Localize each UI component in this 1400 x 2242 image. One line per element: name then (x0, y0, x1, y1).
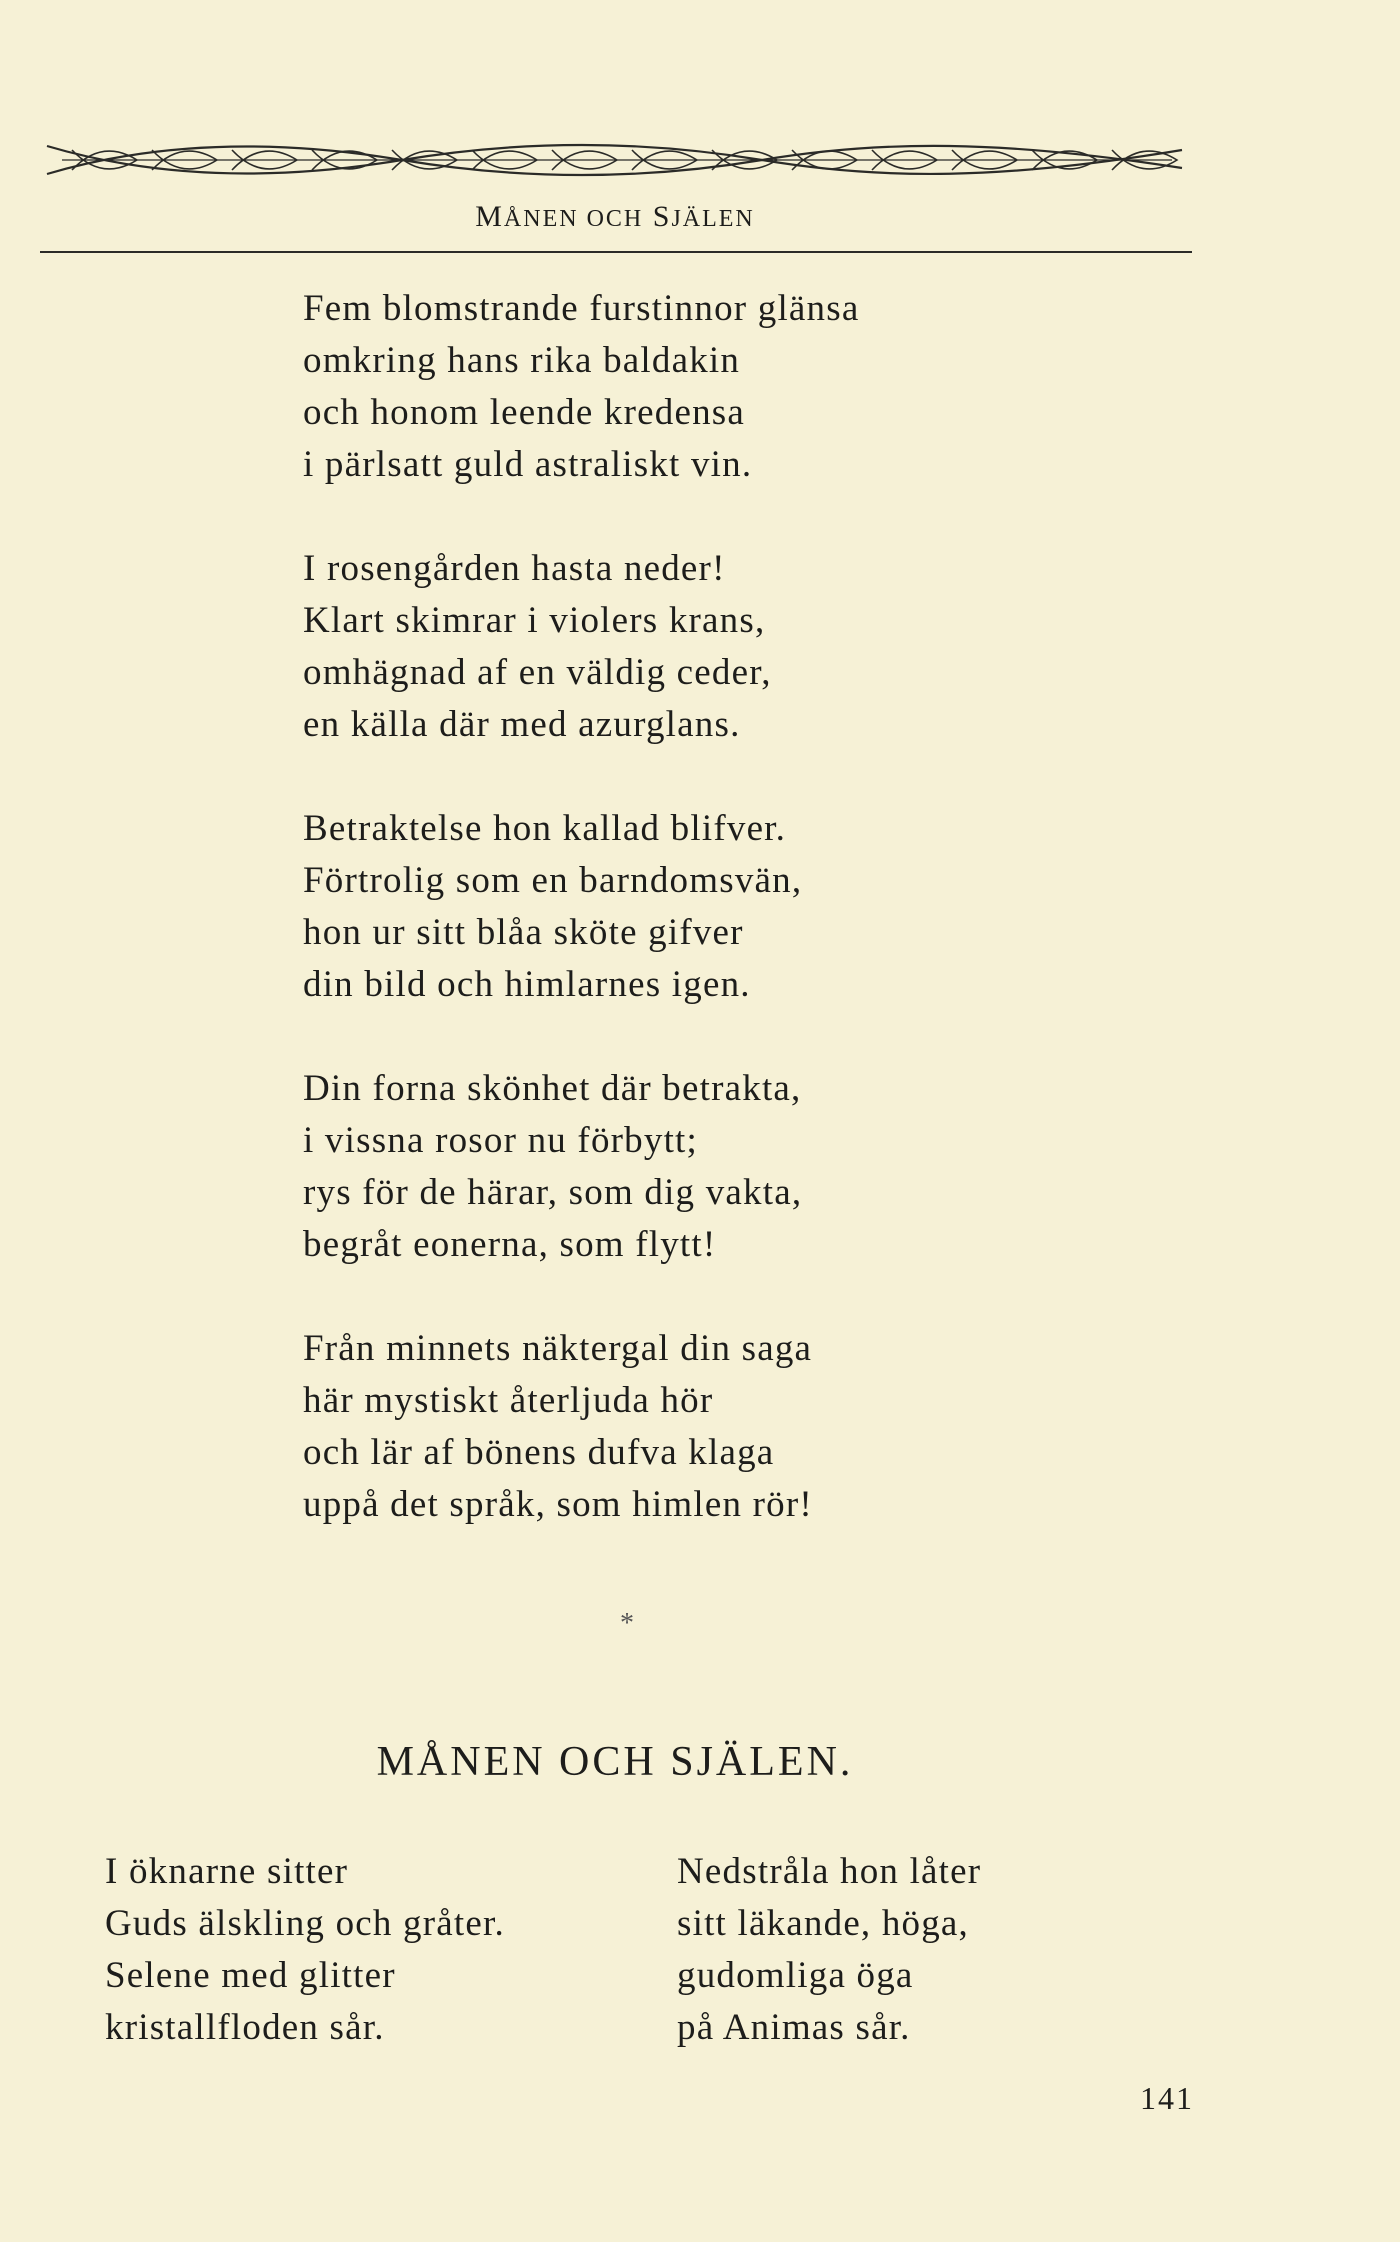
poem-line: på Animas sår. (677, 2007, 911, 2048)
poem-line: begråt eonerna, som flytt! (303, 1224, 717, 1265)
poem-line: omkring hans rika baldakin (303, 340, 741, 381)
poem-line: i vissna rosor nu förbytt; (303, 1120, 699, 1161)
poem-line: Guds älskling och gråter. (105, 1903, 505, 1944)
poem-line: Fem blomstrande furstinnor glänsa (303, 288, 860, 329)
decorative-header-ornament (42, 130, 1192, 188)
poem-line: i pärlsatt guld astraliskt vin. (303, 444, 753, 485)
poem-line: sitt läkande, höga, (677, 1903, 970, 1944)
poem-line: Selene med glitter (105, 1955, 396, 1996)
poem-column-left (105, 1846, 505, 2054)
section-separator-asterisk: * (620, 1608, 634, 1639)
poem-line: Klart skimrar i violers krans, (303, 600, 766, 641)
poem-column-right (677, 1846, 981, 2054)
header-rule (40, 251, 1192, 253)
poem-line: Din forna skönhet där betrakta, (303, 1068, 802, 1109)
poem-line: I rosengården hasta neder! (303, 548, 726, 589)
poem-line: kristallfloden sår. (105, 2007, 385, 2048)
poem-line: och honom leende kredensa (303, 392, 745, 433)
running-head-smallcaps-2: JÄLEN (671, 206, 755, 232)
stanza (303, 803, 859, 1011)
poem-line: Nedstråla hon låter (677, 1851, 982, 1892)
running-head-initial-2: S (652, 200, 672, 233)
poem-line: och lär af bönens dufva klaga (303, 1432, 775, 1473)
poem-line: Från minnets näktergal din saga (303, 1328, 813, 1369)
poem-line: här mystiskt återljuda hör (303, 1380, 714, 1421)
poem-body (303, 283, 859, 1531)
stanza (303, 283, 859, 491)
poem-line: Förtrolig som en barndomsvän, (303, 860, 803, 901)
poem-line: hon ur sitt blåa sköte gifver (303, 912, 744, 953)
stanza (303, 1063, 859, 1271)
poem-line: en källa där med azurglans. (303, 704, 741, 745)
running-head-smallcaps-1: ÅNEN OCH (503, 206, 644, 232)
running-head (0, 200, 1230, 234)
section-title: MÅNEN OCH SJÄLEN. (376, 1739, 854, 1785)
poem-line: din bild och himlarnes igen. (303, 964, 751, 1005)
poem-line: I öknarne sitter (105, 1851, 349, 1892)
poem-line: Betraktelse hon kallad blifver. (303, 808, 787, 849)
poem-line: uppå det språk, som himlen rör! (303, 1484, 813, 1525)
poem-line: omhägnad af en väldig ceder, (303, 652, 772, 693)
poem-line: rys för de härar, som dig vakta, (303, 1172, 803, 1213)
poem-line: gudomliga öga (677, 1955, 914, 1996)
stanza (303, 1323, 859, 1531)
running-head-initial-1: M (475, 200, 504, 233)
page-number: 141 (1140, 2080, 1194, 2116)
stanza (303, 543, 859, 751)
